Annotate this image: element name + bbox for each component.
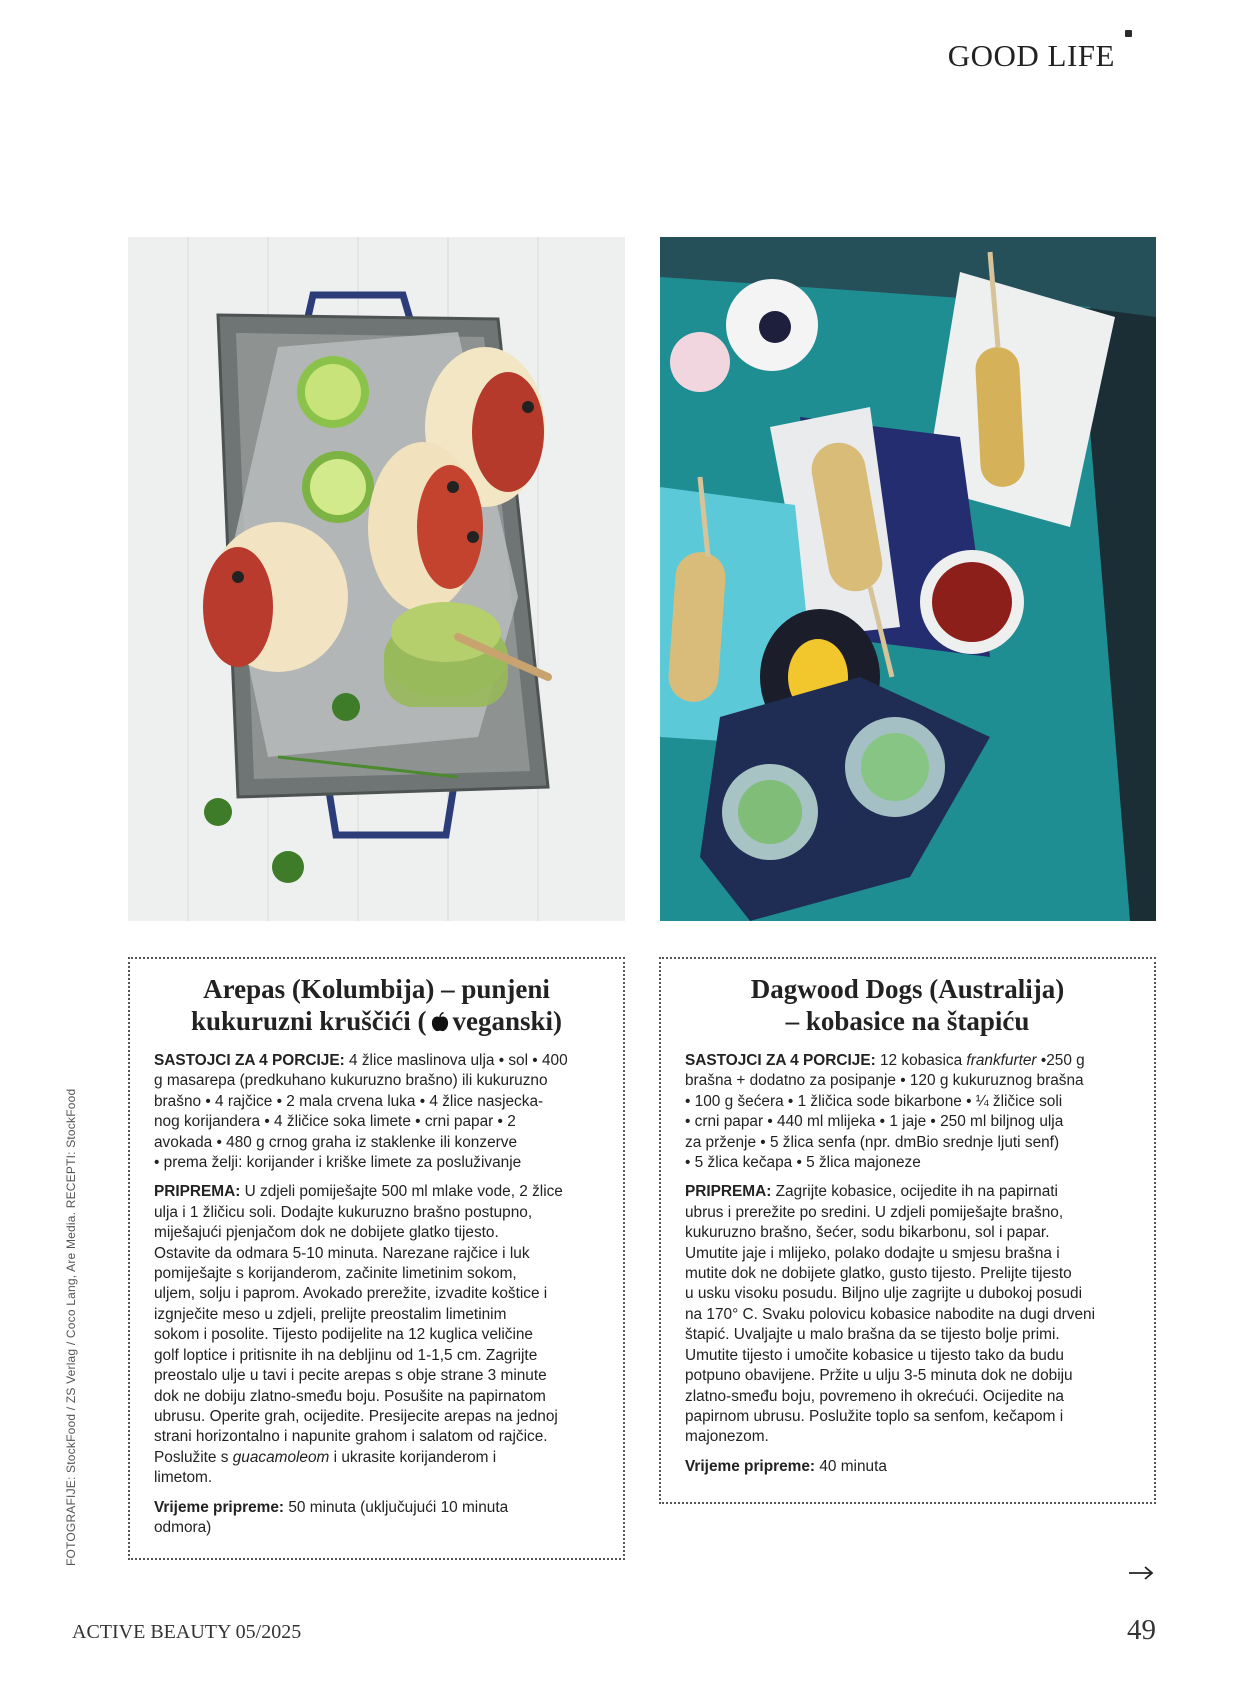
title-line: – kobasice na štapiću xyxy=(785,1006,1030,1036)
recipe-title xyxy=(685,973,1130,1037)
title-line: kukuruzni kruščići ( veganski) xyxy=(190,1006,563,1036)
prep-label: PRIPREMA: xyxy=(685,1183,772,1201)
section-title: GOOD LIFE xyxy=(947,38,1115,73)
prep-time: Vrijeme pripreme: 50 minuta (uključujući 10 minuta odmora) xyxy=(154,1498,509,1536)
prep-time: Vrijeme pripreme: 40 minuta xyxy=(685,1457,887,1475)
ingredients-label: SASTOJCI ZA 4 PORCIJE: xyxy=(154,1052,345,1069)
recipe-arepas xyxy=(128,957,625,1560)
title-line: Dagwood Dogs (Australija) xyxy=(750,974,1065,1004)
dagwood-dogs-photo xyxy=(660,237,1156,921)
apple-icon xyxy=(431,1012,449,1032)
title-line: Arepas (Kolumbija) – punjeni xyxy=(203,974,550,1004)
ingredients-label: SASTOJCI ZA 4 PORCIJE: xyxy=(685,1052,876,1069)
preparation: PRIPREMA: Zagrijte kobasice, ocijedite ih na papirnati ubrus i prerežite po sredini. U zdjeli pomiješajte brašno, kukuruzno brašno, šećer, sodu bikarbonu, sol i papar. Umutite jaje i mlijeko, polako dodajte u smjesu brašna i mutite dok ne dobijete glatko, gusto tijesto. Prelijte tijesto u usku visoku posudu. Biljno ulje zagrijte u dubokoj posudi na 170° C. Svaku polovicu kobasice nabodite na dugi drveni štapić. Uvaljajte u malo brašna da se tijesto bolje primi. Umutite tijesto i umočite kobasice u tijesto tako da budu potpuno obavijene. Pržite u ulju 3-5 minuta dok ne dobiju zlatno-smeđu boju, povremeno ih okrećući. Ocijedite na papirnom ubrusu. Poslužite toplo sa senfom, kečapom i majonezom. xyxy=(685,1183,1096,1446)
page-number: 49 xyxy=(1127,1614,1156,1646)
preparation: PRIPREMA: U zdjeli pomiješajte 500 ml mlake vode, 2 žlice ulja i 1 žličicu soli. Dodajte kukuruzno brašno postupno, miješajući pjenjačom dok ne dobijete glatko tijesto. Ostavite da odmara 5-10 minuta. Narezane rajčice i luk pomiješajte s korijanderom, začinite limetinim sokom, uljem, solju i paprom. Avokado prerežite, izvadite koštice i izgnječite meso u zdjeli, prelijte preostalim limetinim sokom i posolite. Tijesto podijelite na 12 kuglica veličine golf loptice i pritisnite ih na debljinu od 1-1,5 cm. Zagrijte preostalo ulje u tavi i pecite arepas s obje strane 3 minute dok ne dobiju zlatno-smeđu boju. Posušite na papirnatom ubrusu. Operite grah, ocijedite. Presijecite arepas na jednoj strani horizontalno i napunite grahom i salatom od rajčice. Poslužite s guacamoleom i ukrasite korijanderom i limetom. xyxy=(154,1183,563,1487)
recipe-title xyxy=(154,973,599,1037)
ingredients: SASTOJCI ZA 4 PORCIJE: 4 žlice maslinova ulja • sol • 400 g masarepa (predkuhano kukuruzno brašno) ili kukuruzno brašno • 4 rajčice • 2 mala crvena luka • 4 žlice nasjecka- nog korijandera • 4 žličice soka limete • crni papar • 2 avokada • 480 g crnog graha iz staklenke ili konzerve • prema želji: korijander i kriške limete za posluživanje xyxy=(154,1052,568,1172)
arrow-right-icon[interactable] xyxy=(1128,1565,1154,1581)
prep-label: PRIPREMA: xyxy=(154,1183,241,1201)
corner-mark xyxy=(1125,30,1132,37)
photo-credit: FOTOGRAFIJE: StockFood / ZS Verlag / Coco Lang, Are Media. RECEPTI: StockFood xyxy=(64,1088,78,1566)
magazine-issue: ACTIVE BEAUTY 05/2025 xyxy=(72,1621,302,1643)
arepas-photo xyxy=(128,237,625,921)
ingredients: SASTOJCI ZA 4 PORCIJE: 12 kobasica frankfurter •250 g brašna + dodatno za posipanje • 120 g kukuruznog brašna • 100 g šećera • 1 žličica sode bikarbone • ¼ žličice soli • crni papar • 440 ml mlijeka • 1 jaje • 250 ml biljnog ulja za prženje • 5 žlica senfa (npr. dmBio srednje ljuti senf) • 5 žlica kečapa • 5 žlica majoneze xyxy=(685,1052,1085,1172)
recipe-dagwood-dogs xyxy=(659,957,1156,1504)
